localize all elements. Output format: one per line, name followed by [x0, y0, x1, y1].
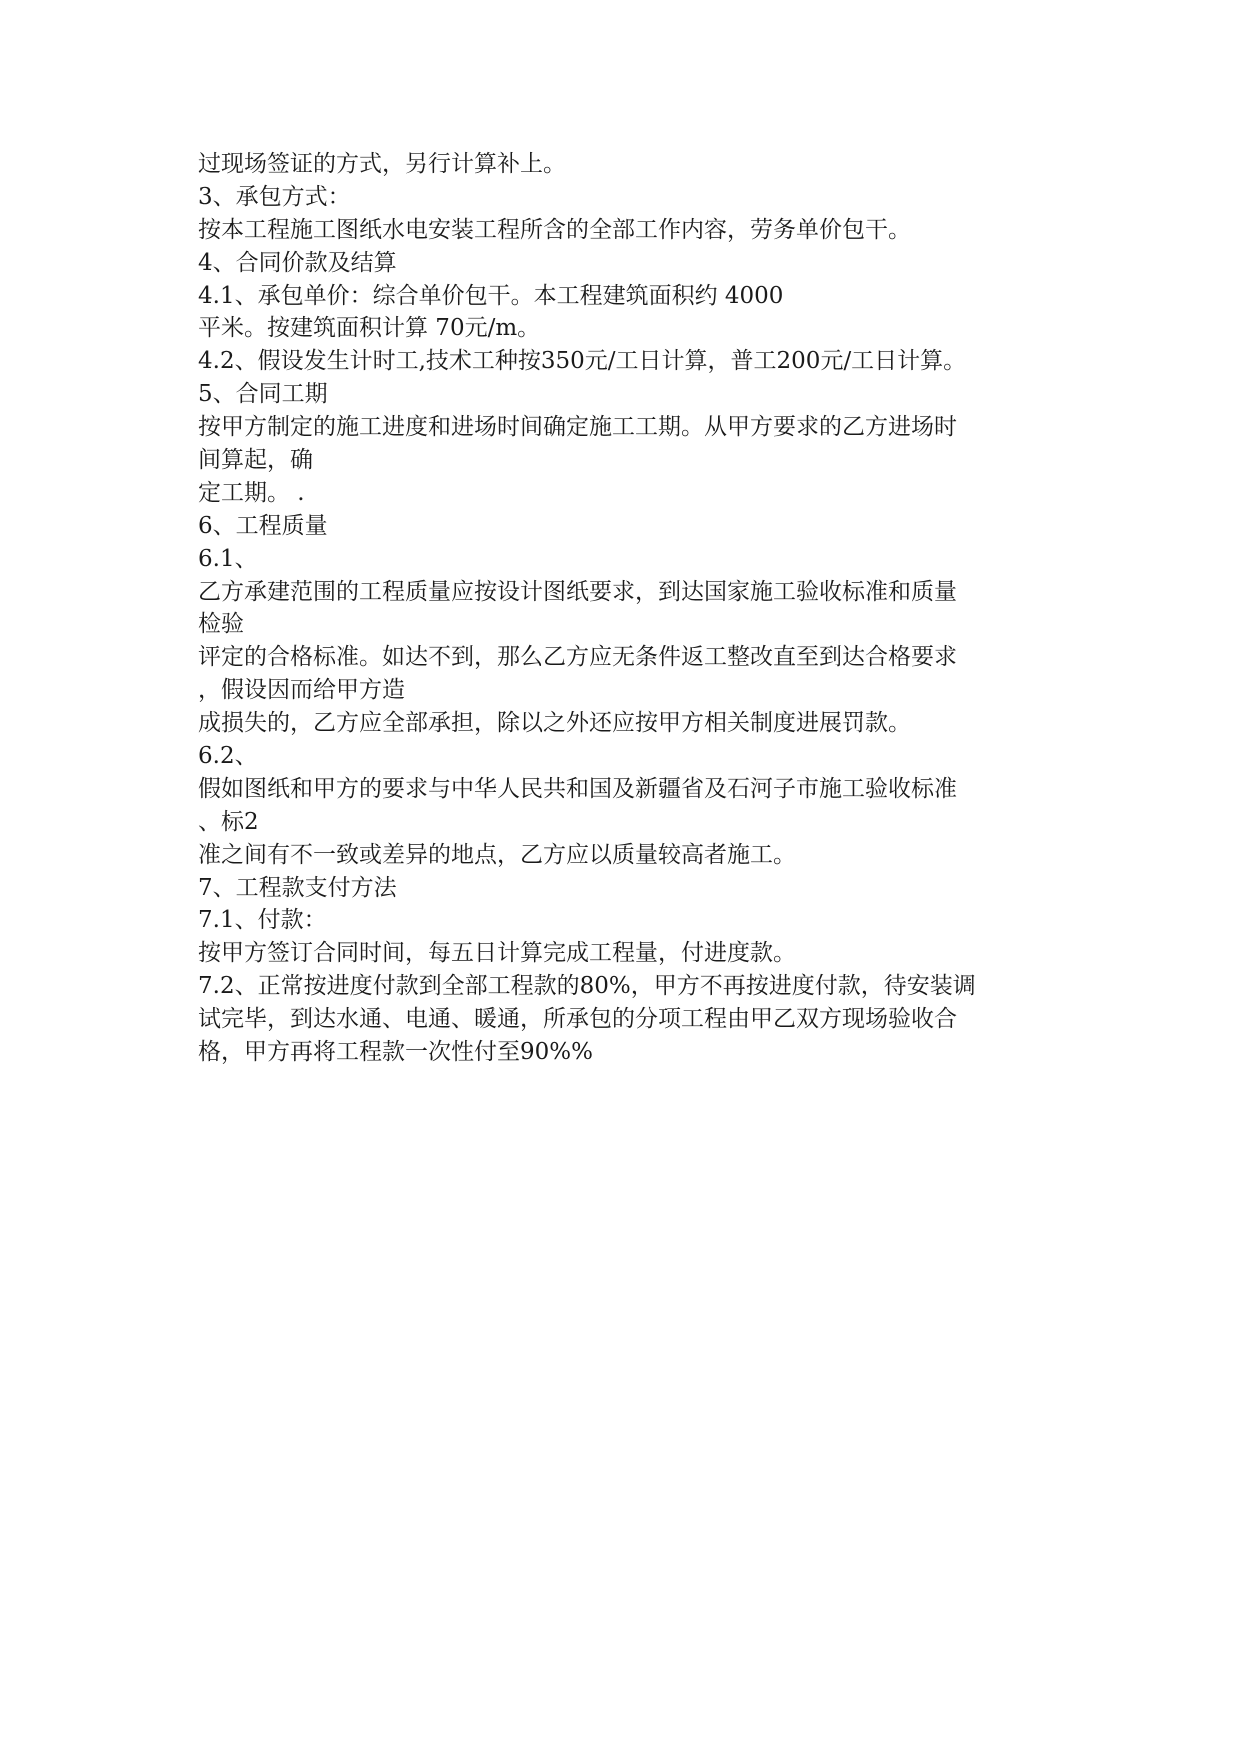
text-line: 定工期。 . — [198, 479, 305, 506]
text-line: 试完毕，到达水通、电通、暖通，所承包的分项工程由甲乙双方现场验收合 — [198, 1006, 957, 1033]
section-heading: 6、工程质量 — [198, 512, 328, 539]
section-heading: 5、合同工期 — [198, 381, 328, 408]
text-line: 检验 — [198, 611, 244, 638]
text-line: 成损失的，乙方应全部承担，除以之外还应按甲方相关制度进展罚款。 — [198, 710, 911, 737]
text-line: 格，甲方再将工程款一次性付至90%% — [198, 1039, 593, 1066]
text-line: 7.2、正常按进度付款到全部工程款的80%，甲方不再按进度付款，待安装调 — [198, 973, 976, 1000]
section-heading: 4、合同价款及结算 — [198, 249, 397, 276]
subsection-number: 6.1、 — [198, 545, 258, 572]
text-line: 7.1、付款： — [198, 907, 327, 934]
text-line: 准之间有不一致或差异的地点，乙方应以质量较高者施工。 — [198, 841, 796, 868]
text-line: 4.2、假设发生计时工,技术工种按350元/工日计算，普工200元/工日计算。 — [198, 348, 967, 375]
text-line: 过现场签证的方式，另行计算补上。 — [198, 151, 566, 177]
text-line: 、标2 — [198, 808, 259, 835]
text-line: ，假设因而给甲方造 — [198, 677, 405, 704]
text-line: 假如图纸和甲方的要求与中华人民共和国及新疆省及石河子市施工验收标准 — [198, 775, 957, 802]
text-line: 按甲方签订合同时间，每五日计算完成工程量，付进度款。 — [198, 940, 796, 967]
subsection-number: 6.2、 — [198, 743, 258, 770]
section-heading: 3、承包方式： — [198, 183, 351, 210]
document-body — [198, 148, 1058, 1069]
section-heading: 7、工程款支付方法 — [198, 874, 397, 901]
text-line: 乙方承建范围的工程质量应按设计图纸要求，到达国家施工验收标准和质量 — [198, 578, 957, 605]
text-line: 评定的合格标准。如达不到，那么乙方应无条件返工整改直至到达合格要求 — [198, 644, 957, 671]
text-line: 4.1、承包单价：综合单价包干。本工程建筑面积约 4000 — [198, 282, 784, 309]
text-line: 按本工程施工图纸水电安装工程所含的全部工作内容，劳务单价包干。 — [198, 216, 911, 243]
text-line: 按甲方制定的施工进度和进场时间确定施工工期。从甲方要求的乙方进场时 — [198, 414, 957, 441]
text-line: 间算起，确 — [198, 447, 313, 474]
text-line: 平米。按建筑面积计算 70元/m。 — [198, 315, 541, 342]
